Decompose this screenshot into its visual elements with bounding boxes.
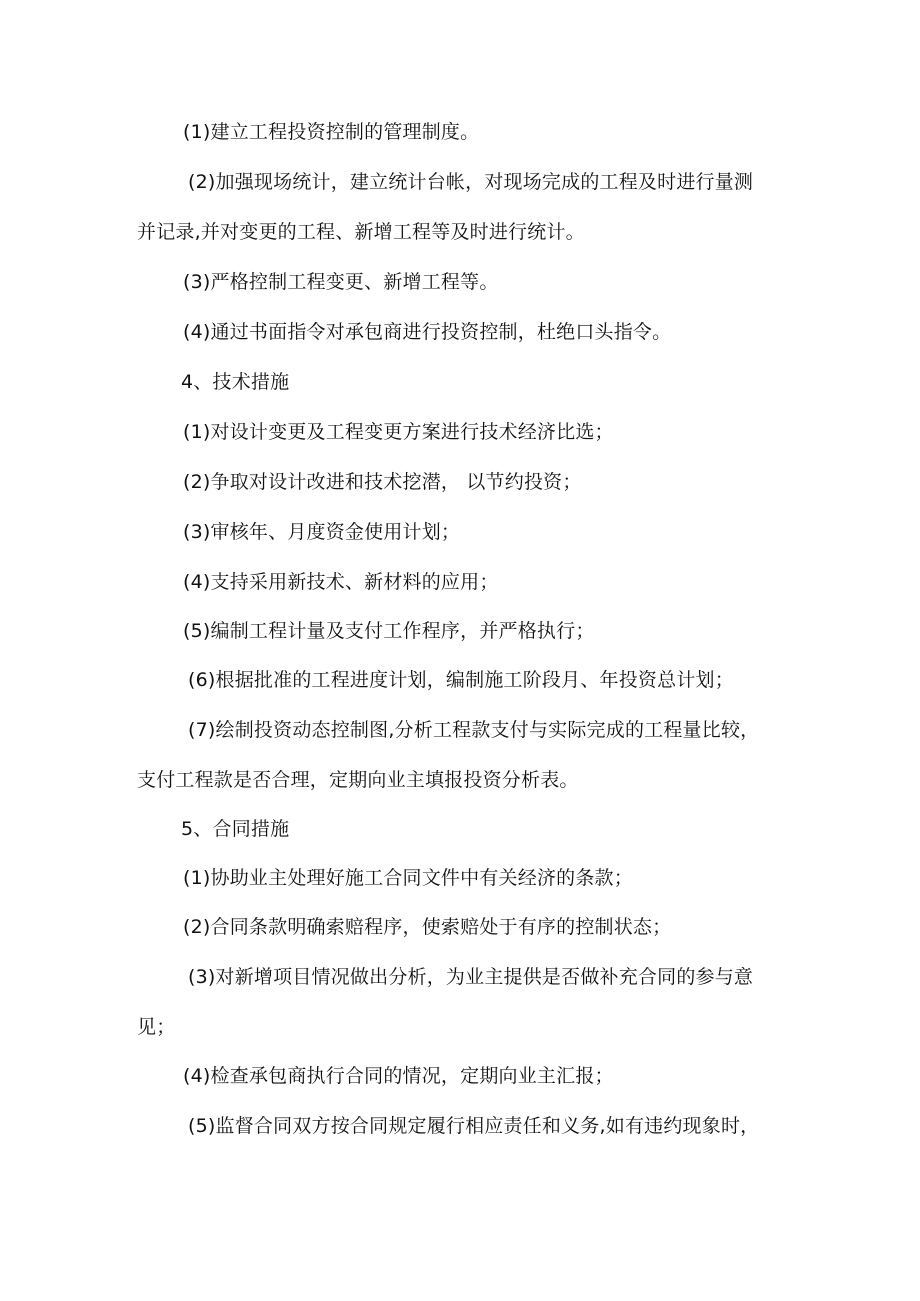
text-line-4: (3)严格控制工程变更、新增工程等。 [183,271,499,293]
text-line-21: (5)监督合同双方按合同规定履行相应责任和义务,如有违约现象时， [188,1115,760,1137]
text-line-13: (7)绘制投资动态控制图,分析工程款支付与实际完成的工程量比较， [188,719,760,741]
text-line-8: (2)争取对设计改进和技术挖潜， 以节约投资； [183,471,582,493]
text-line-11: (5)编制工程计量及支付工作程序，并严格执行； [183,620,595,642]
text-line-5: (4)通过书面指令对承包商进行投资控制，杜绝口头指令。 [183,321,672,343]
text-line-14: 支付工程款是否合理，定期向业主填报投资分析表。 [137,769,579,791]
text-line-16: (1)协助业主处理好施工合同文件中有关经济的条款； [183,867,633,889]
text-line-9: (3)审核年、月度资金使用计划； [183,521,461,543]
text-line-19: 见； [137,1016,176,1038]
text-line-18: (3)对新增项目情况做出分析，为业主提供是否做补充合同的参与意 [188,966,754,988]
text-line-2: (2)加强现场统计，建立统计台帐，对现场完成的工程及时进行量测 [188,171,754,193]
text-line-3: 并记录,并对变更的工程、新增工程等及时进行统计。 [137,221,585,243]
section-heading-tech: 4、技术措施 [181,371,290,393]
text-line-17: (2)合同条款明确索赔程序，使索赔处于有序的控制状态； [183,916,672,938]
section-heading-contract: 5、合同措施 [181,818,290,840]
text-line-12: (6)根据批准的工程进度计划，编制施工阶段月、年投资总计划； [188,669,734,691]
text-line-20: (4)检查承包商执行合同的情况，定期向业主汇报； [183,1065,614,1087]
text-line-1: (1)建立工程投资控制的管理制度。 [183,121,480,143]
text-line-10: (4)支持采用新技术、新材料的应用； [183,571,499,593]
text-line-7: (1)对设计变更及工程变更方案进行技术经济比选； [183,421,614,443]
